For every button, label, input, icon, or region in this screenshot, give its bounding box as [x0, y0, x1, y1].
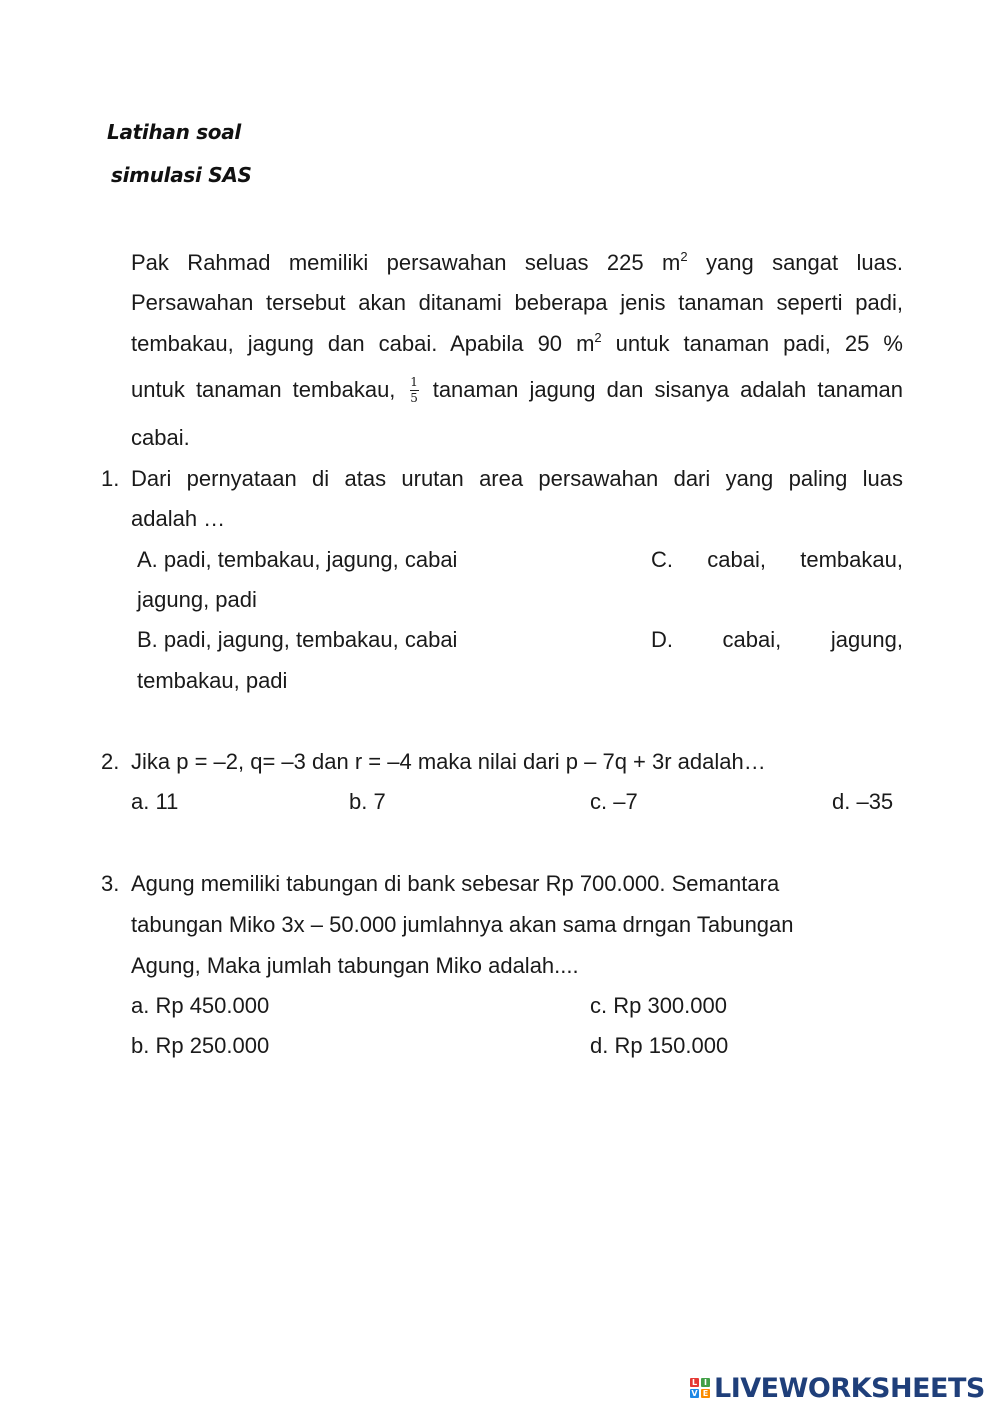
q2-text: Jika p = –2, q= –3 dan r = –4 maka nilai dari p – 7q + 3r adalah… [131, 749, 766, 774]
q3-line-1: Agung memiliki tabungan di bank sebesar Rp 700.000. Semantara [131, 871, 780, 896]
logo-letter-i: I [701, 1378, 710, 1387]
superscript: 2 [594, 330, 602, 345]
fraction-one-fifth [410, 376, 419, 405]
q2-option-b[interactable]: b. 7 [349, 789, 386, 814]
intro-line-1 [131, 243, 903, 283]
q3-option-c[interactable]: c. Rp 300.000 [590, 993, 727, 1018]
logo-letter-v: V [691, 1389, 698, 1398]
worksheet-title-line1: Latihan soal [107, 120, 241, 144]
intro-line-3-text-end: untuk tanaman padi, 25 % [601, 331, 903, 356]
q1-option-c-continued[interactable]: jagung, padi [137, 587, 257, 612]
q1-line-2: adalah … [131, 506, 226, 531]
intro-line-2: Persawahan tersebut akan ditanami beberapa jenis tanaman seperti padi, [131, 290, 903, 315]
intro-line-1-text-end: yang sangat luas. [687, 250, 903, 275]
intro-line-3 [131, 324, 903, 364]
q3-option-a[interactable]: a. Rp 450.000 [131, 993, 270, 1018]
q1-line-1: Dari pernyataan di atas urutan area persawahan dari yang paling luas [131, 466, 903, 491]
logo-letter-e: E [702, 1389, 709, 1398]
intro-line-1-text: Pak Rahmad memiliki persawahan seluas 225 m [131, 250, 681, 275]
fraction-denominator: 5 [410, 390, 418, 405]
superscript: 2 [680, 249, 688, 264]
logo-letter-l: L [691, 1378, 698, 1387]
intro-line-5: cabai. [131, 425, 190, 450]
intro-line-4-text-end: tanaman jagung dan sisanya adalah tanaman [432, 377, 903, 402]
intro-line-4 [131, 370, 903, 410]
q3-line-3: Agung, Maka jumlah tabungan Miko adalah.... [131, 953, 579, 978]
q2-number: 2. [101, 749, 120, 774]
q2-option-d[interactable]: d. –35 [832, 789, 894, 814]
q2-option-a[interactable]: a. 11 [131, 789, 179, 814]
q3-number: 3. [101, 871, 120, 896]
worksheet-title-line2: simulasi SAS [111, 163, 252, 187]
logo-text: LIVEWORKSHEETS [714, 1372, 985, 1404]
intro-line-3-text: tembakau, jagung dan cabai. Apabila 90 m [131, 331, 595, 356]
q1-option-d-continued[interactable]: tembakau, padi [137, 668, 288, 693]
liveworksheets-logo [690, 1372, 985, 1404]
q1-option-b[interactable]: B. padi, jagung, tembakau, cabai [137, 627, 458, 652]
q3-option-d[interactable]: d. Rp 150.000 [590, 1033, 729, 1058]
q3-option-b[interactable]: b. Rp 250.000 [131, 1033, 270, 1058]
q3-line-2: tabungan Miko 3x – 50.000 jumlahnya akan sama drngan Tabungan [131, 912, 794, 937]
q2-option-c[interactable]: c. –7 [590, 789, 638, 814]
intro-line-4-text: untuk tanaman tembakau, [131, 377, 396, 402]
fraction-numerator: 1 [410, 374, 418, 389]
logo-mark-icon [690, 1378, 710, 1398]
q1-option-c[interactable]: C. cabai, tembakau, [651, 547, 903, 572]
q1-option-d[interactable]: D. cabai, jagung, [651, 627, 903, 652]
q1-option-a[interactable]: A. padi, tembakau, jagung, cabai [137, 547, 458, 572]
q1-number: 1. [101, 466, 120, 491]
